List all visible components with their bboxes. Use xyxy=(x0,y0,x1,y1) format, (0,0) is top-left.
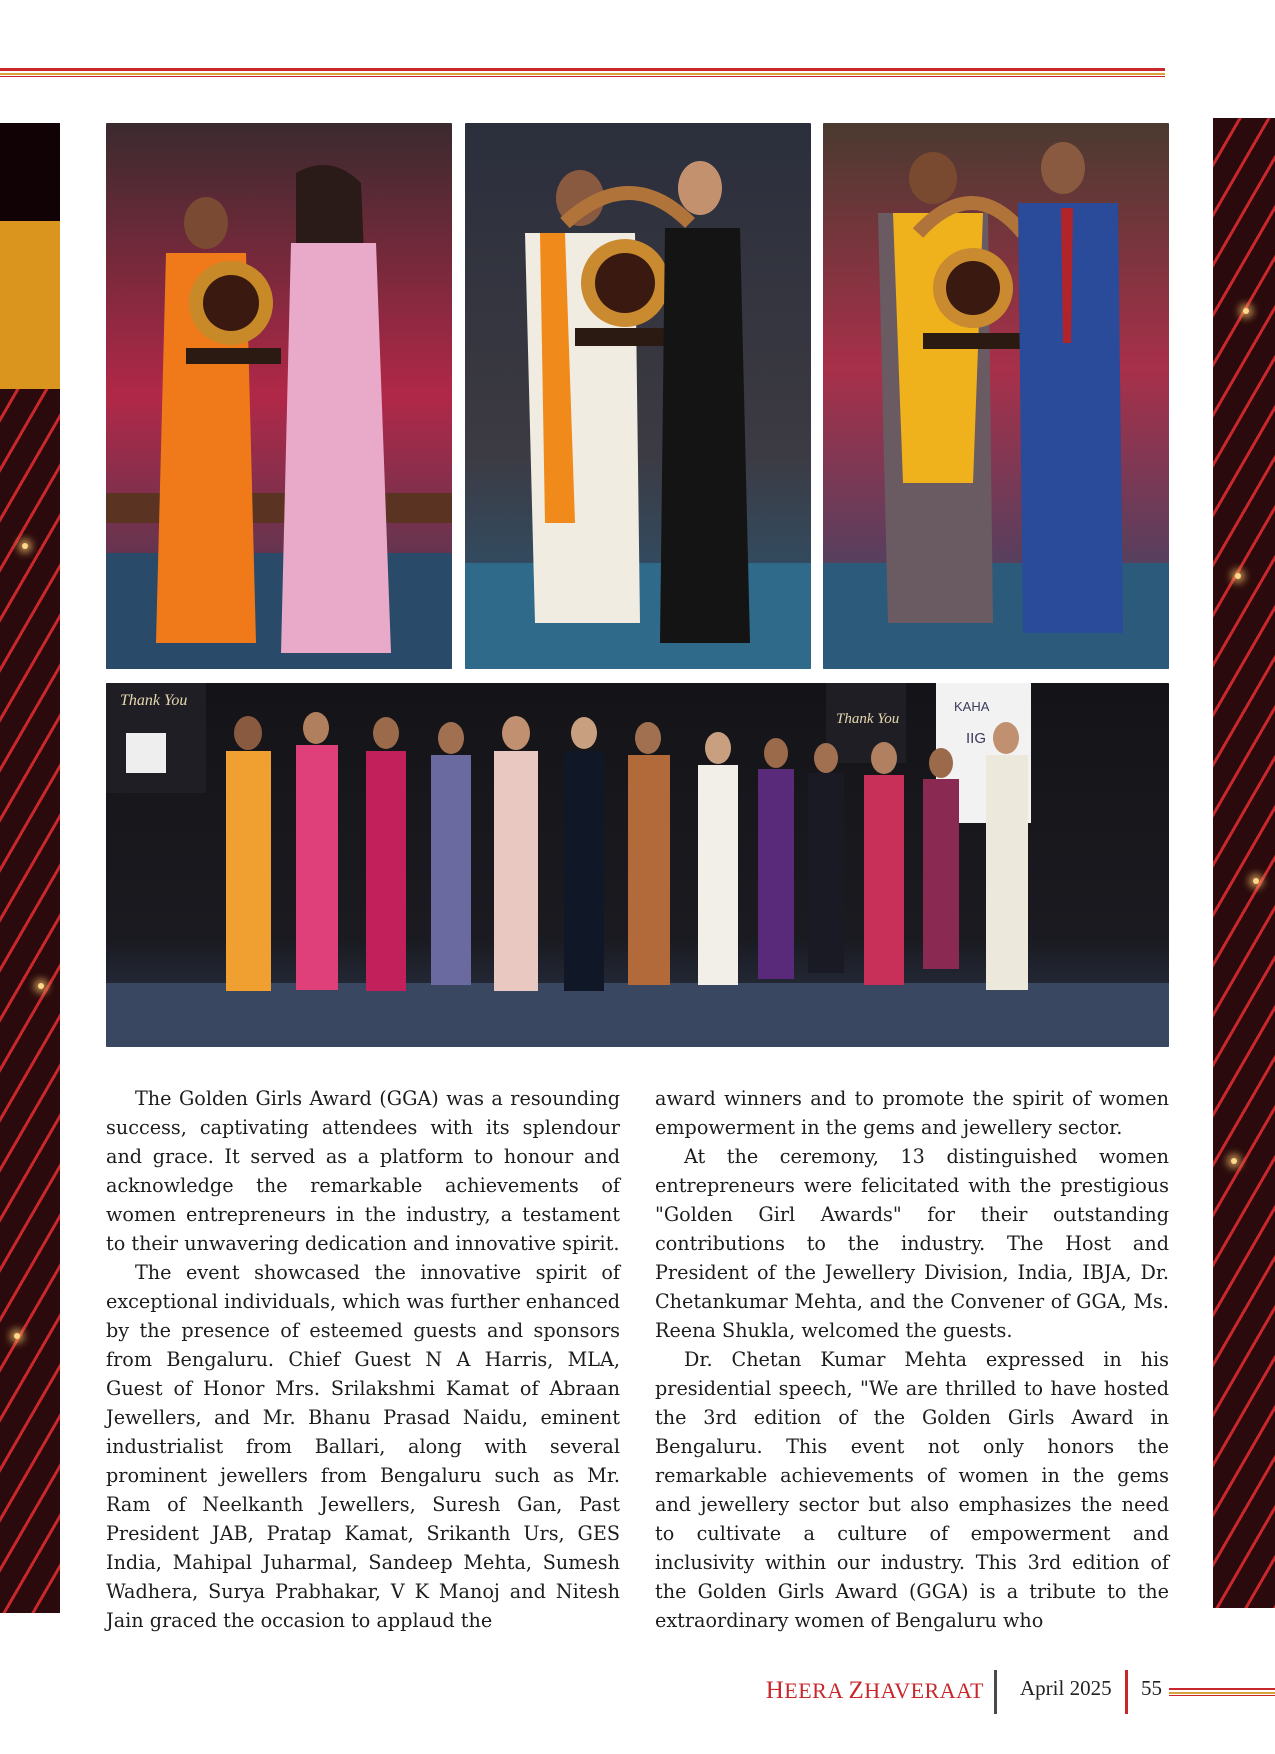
paragraph: Dr. Chetan Kumar Mehta expressed in his presidential speech, "We are thrilled to have hosted the 3rd edition of the Golden Girls Award in Bengaluru. This event not only honors the remarkable achievements of women in the gems and jewellery sector but also emphasizes the need to cultivate a culture of empowerment and inclusivity within our industry. This 3rd edition of the Golden Girls Award (GGA) is a tribute to the extraordinary women of Bengaluru who xyxy=(655,1348,1169,1632)
banner-text-3: KAHA xyxy=(954,699,990,714)
banner-text-4: IIG xyxy=(966,730,987,747)
paragraph: The Golden Girls Award (GGA) was a resounding success, captivating attendees with its splendour and grace. It served as a platform to honour and acknowledge the remarkable achievements of women entrepreneurs in the industry, a testament to their unwavering dedication and innovative spirit. xyxy=(106,1087,620,1255)
banner-text-2: Thank You xyxy=(836,711,900,727)
article-body xyxy=(106,1084,1169,1632)
banner-text-1: Thank You xyxy=(120,692,188,709)
page-number: 55 xyxy=(1141,1676,1162,1700)
paragraph: At the ceremony, 13 distinguished women entrepreneurs were felicitated with the prestigious "Golden Girl Awards" for their outstanding contributions to the industry. The Host and President of the Jewellery Division, India, IBJA, Dr. Chetankumar Mehta, and the Convener of GGA, Ms. Reena Shukla, welcomed the guests. xyxy=(655,1145,1169,1342)
award-photo-1 xyxy=(106,123,452,669)
footer-divider xyxy=(994,1670,997,1714)
issue-date: April 2025 xyxy=(1020,1676,1112,1700)
award-photo-3 xyxy=(823,123,1169,669)
paragraph: award winners and to promote the spirit of women empowerment in the gems and jewellery sector. xyxy=(655,1087,1169,1139)
paragraph: The event showcased the innovative spirit of exceptional individuals, which was further enhanced by the presence of esteemed guests and sponsors from Bengaluru. Chief Guest N A Harris, MLA, Guest of Honor Mrs. Srilakshmi Kamat of Abraan Jewellers, and Mr. Bhanu Prasad Naidu, eminent industrialist from Ballari, along with several prominent jewellers from Bengaluru such as Mr. Ram of Neelkanth Jewellers, Suresh Gan, Past President JAB, Pratap Kamat, Srikanth Urs, GES India, Mahipal Juharmal, Sandeep Mehta, Sumesh Wadhera, Surya Prabhakar, V K Manoj and Nitesh Jain graced the occasion to applaud the xyxy=(106,1261,620,1632)
left-decorative-band xyxy=(0,123,60,1613)
magazine-name: HEERA ZHAVERAAT xyxy=(765,1677,984,1704)
right-decorative-band xyxy=(1213,118,1275,1608)
page-footer xyxy=(0,1667,1275,1717)
article-column-2 xyxy=(655,1084,1169,1632)
footer-rule xyxy=(1169,1688,1275,1697)
top-rule xyxy=(0,68,1165,78)
group-photo-award-winners xyxy=(106,683,1169,1047)
article-column-1 xyxy=(106,1084,620,1632)
footer-divider xyxy=(1125,1670,1128,1714)
award-photo-2 xyxy=(465,123,811,669)
